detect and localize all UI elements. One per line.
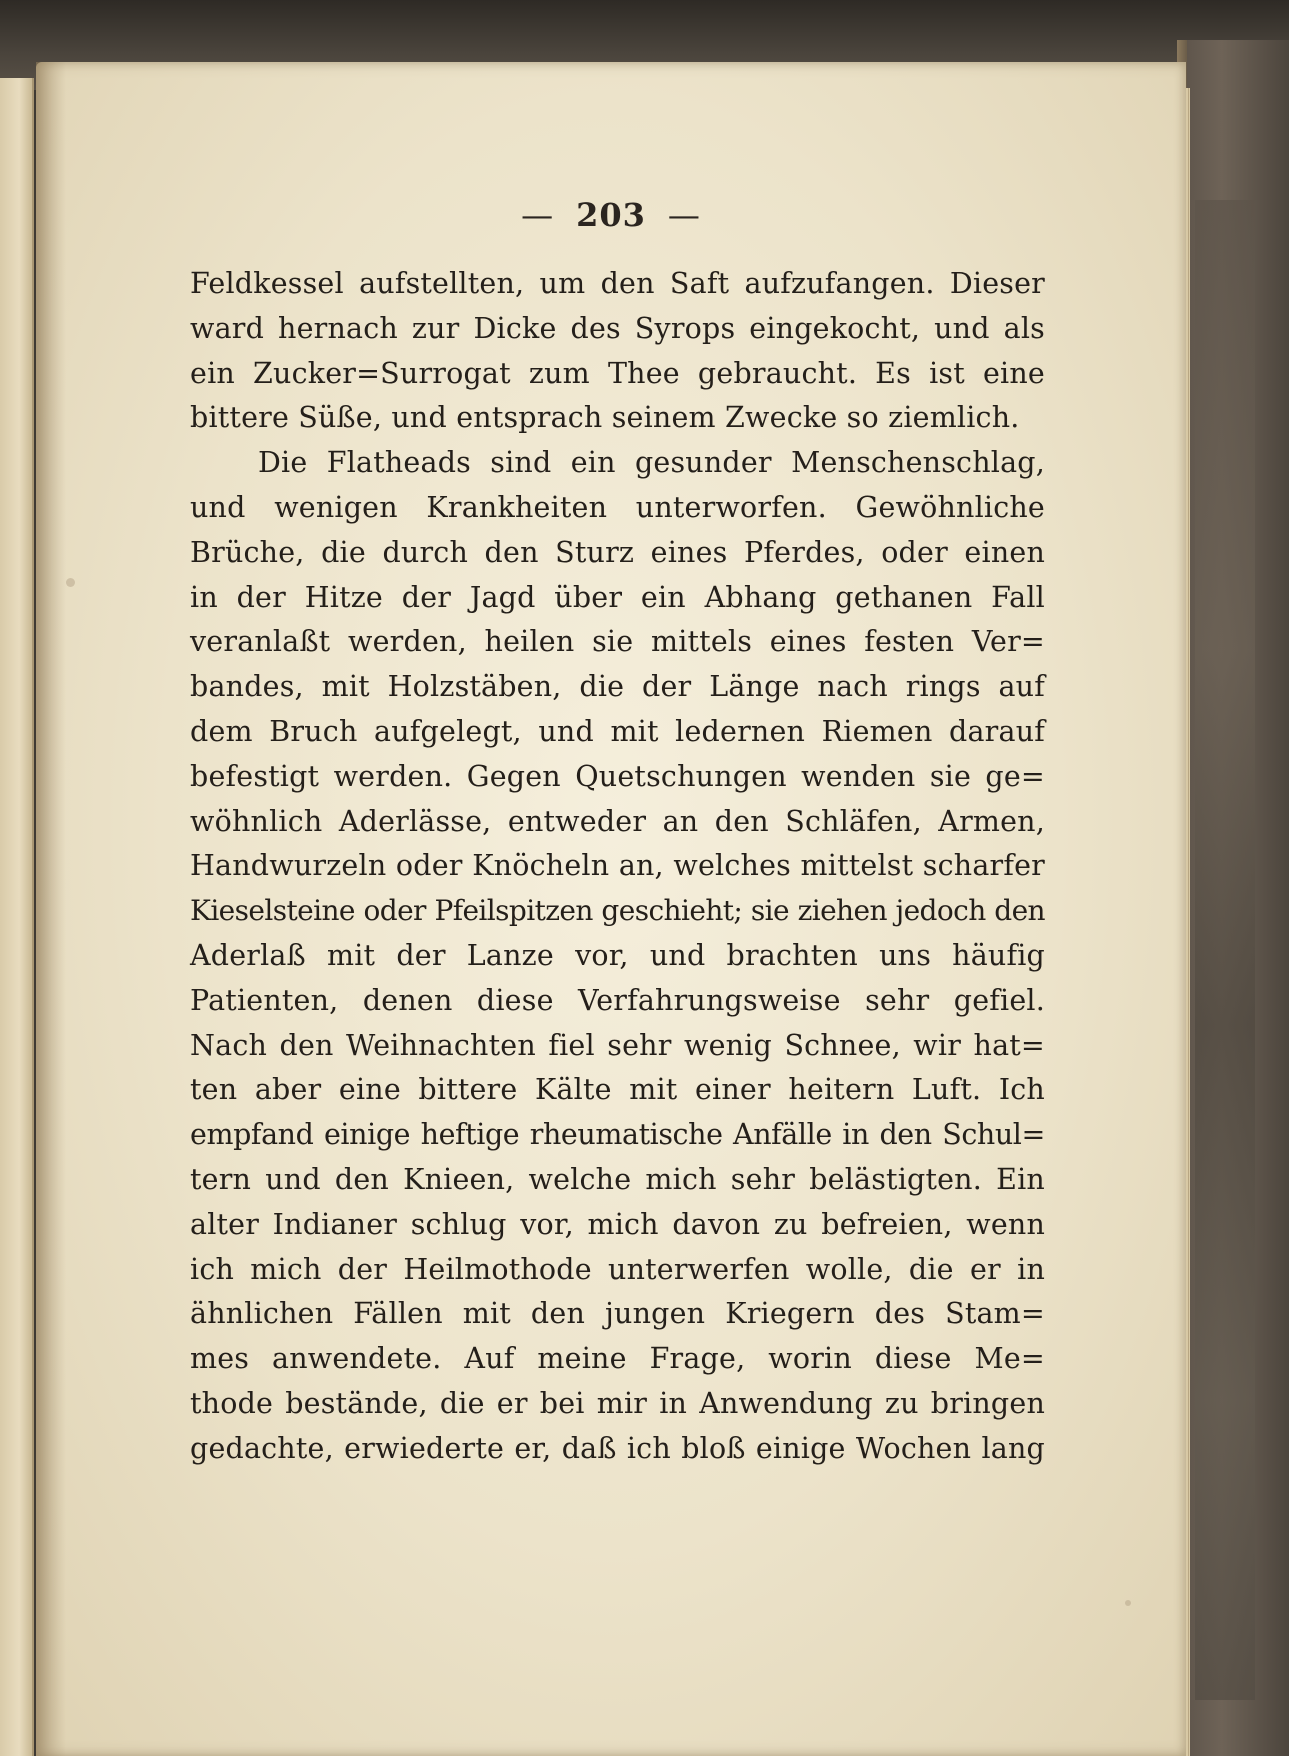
text-line: Patienten, denen diese Verfahrungsweise sehr gefiel. bbox=[190, 983, 1045, 1017]
text-line: thode bestände, die er bei mir in Anwendung zu bringen bbox=[190, 1386, 1045, 1420]
text-line: bittere Süße, und entsprach seinem Zwecke so ziemlich. bbox=[190, 401, 1020, 435]
facing-page-edge bbox=[0, 78, 34, 1756]
text-line: wöhnlich Aderlässe, entweder an den Schläfen, Armen, bbox=[190, 804, 1045, 838]
page-header bbox=[36, 196, 1186, 234]
header-dash-left: — bbox=[521, 196, 555, 234]
text-line: Nach den Weihnachten fiel sehr wenig Schnee, wir hat= bbox=[190, 1028, 1045, 1062]
text-line: Brüche, die durch den Sturz eines Pferdes, oder einen bbox=[190, 535, 1045, 569]
text-line: Feldkessel aufstellten, um den Saft aufzufangen. Dieser bbox=[190, 267, 1045, 300]
cover-texture bbox=[1195, 200, 1255, 1700]
text-line: ähnlichen Fällen mit den jungen Kriegern des Stam= bbox=[190, 1297, 1045, 1331]
text-line: alter Indianer schlug vor, mich davon zu befreien, wenn bbox=[190, 1207, 1045, 1241]
text-line: Kieselsteine oder Pfeilspitzen geschieht; sie ziehen jedoch den bbox=[190, 894, 1045, 928]
text-line: in der Hitze der Jagd über ein Abhang gethanen Fall bbox=[190, 580, 1045, 614]
text-line: dem Bruch aufgelegt, und mit ledernen Riemen darauf bbox=[190, 714, 1045, 748]
spine-shadow bbox=[36, 62, 66, 1756]
text-line: ein Zucker=Surrogat zum Thee gebraucht. Es ist eine bbox=[190, 356, 1045, 390]
text-line: Die Flatheads sind ein gesunder Menschenschlag, bbox=[258, 446, 1045, 480]
body-text bbox=[190, 262, 1045, 1472]
header-dash-right: — bbox=[667, 196, 701, 234]
text-line: veranlaßt werden, heilen sie mittels eines festen Ver= bbox=[190, 625, 1045, 659]
paper-speck bbox=[1125, 1600, 1131, 1606]
text-line: Handwurzeln oder Knöcheln an, welches mittelst scharfer bbox=[190, 849, 1045, 883]
text-line: ten aber eine bittere Kälte mit einer heitern Luft. Ich bbox=[190, 1073, 1045, 1107]
text-line: ward hernach zur Dicke des Syrops eingekocht, und als bbox=[190, 311, 1045, 345]
text-line: und wenigen Krankheiten unterworfen. Gewöhnliche bbox=[190, 490, 1045, 524]
text-line: bandes, mit Holzstäben, die der Länge nach rings auf bbox=[190, 670, 1045, 704]
text-line: empfand einige heftige rheumatische Anfälle in den Schul= bbox=[190, 1118, 1045, 1152]
text-line: Aderlaß mit der Lanze vor, und brachten uns häufig bbox=[190, 938, 1045, 972]
text-line: befestigt werden. Gegen Quetschungen wenden sie ge= bbox=[190, 759, 1045, 793]
text-line: ich mich der Heilmothode unterwerfen wolle, die er in bbox=[190, 1252, 1045, 1286]
text-line: mes anwendete. Auf meine Frage, worin diese Me= bbox=[190, 1342, 1045, 1376]
paper-speck bbox=[66, 578, 75, 587]
text-line: gedachte, erwiederte er, daß ich bloß einige Wochen lang bbox=[190, 1431, 1045, 1465]
text-line: tern und den Knieen, welche mich sehr belästigten. Ein bbox=[190, 1162, 1045, 1196]
book-cover-right bbox=[1177, 40, 1289, 1756]
page-number: 203 bbox=[576, 196, 646, 234]
